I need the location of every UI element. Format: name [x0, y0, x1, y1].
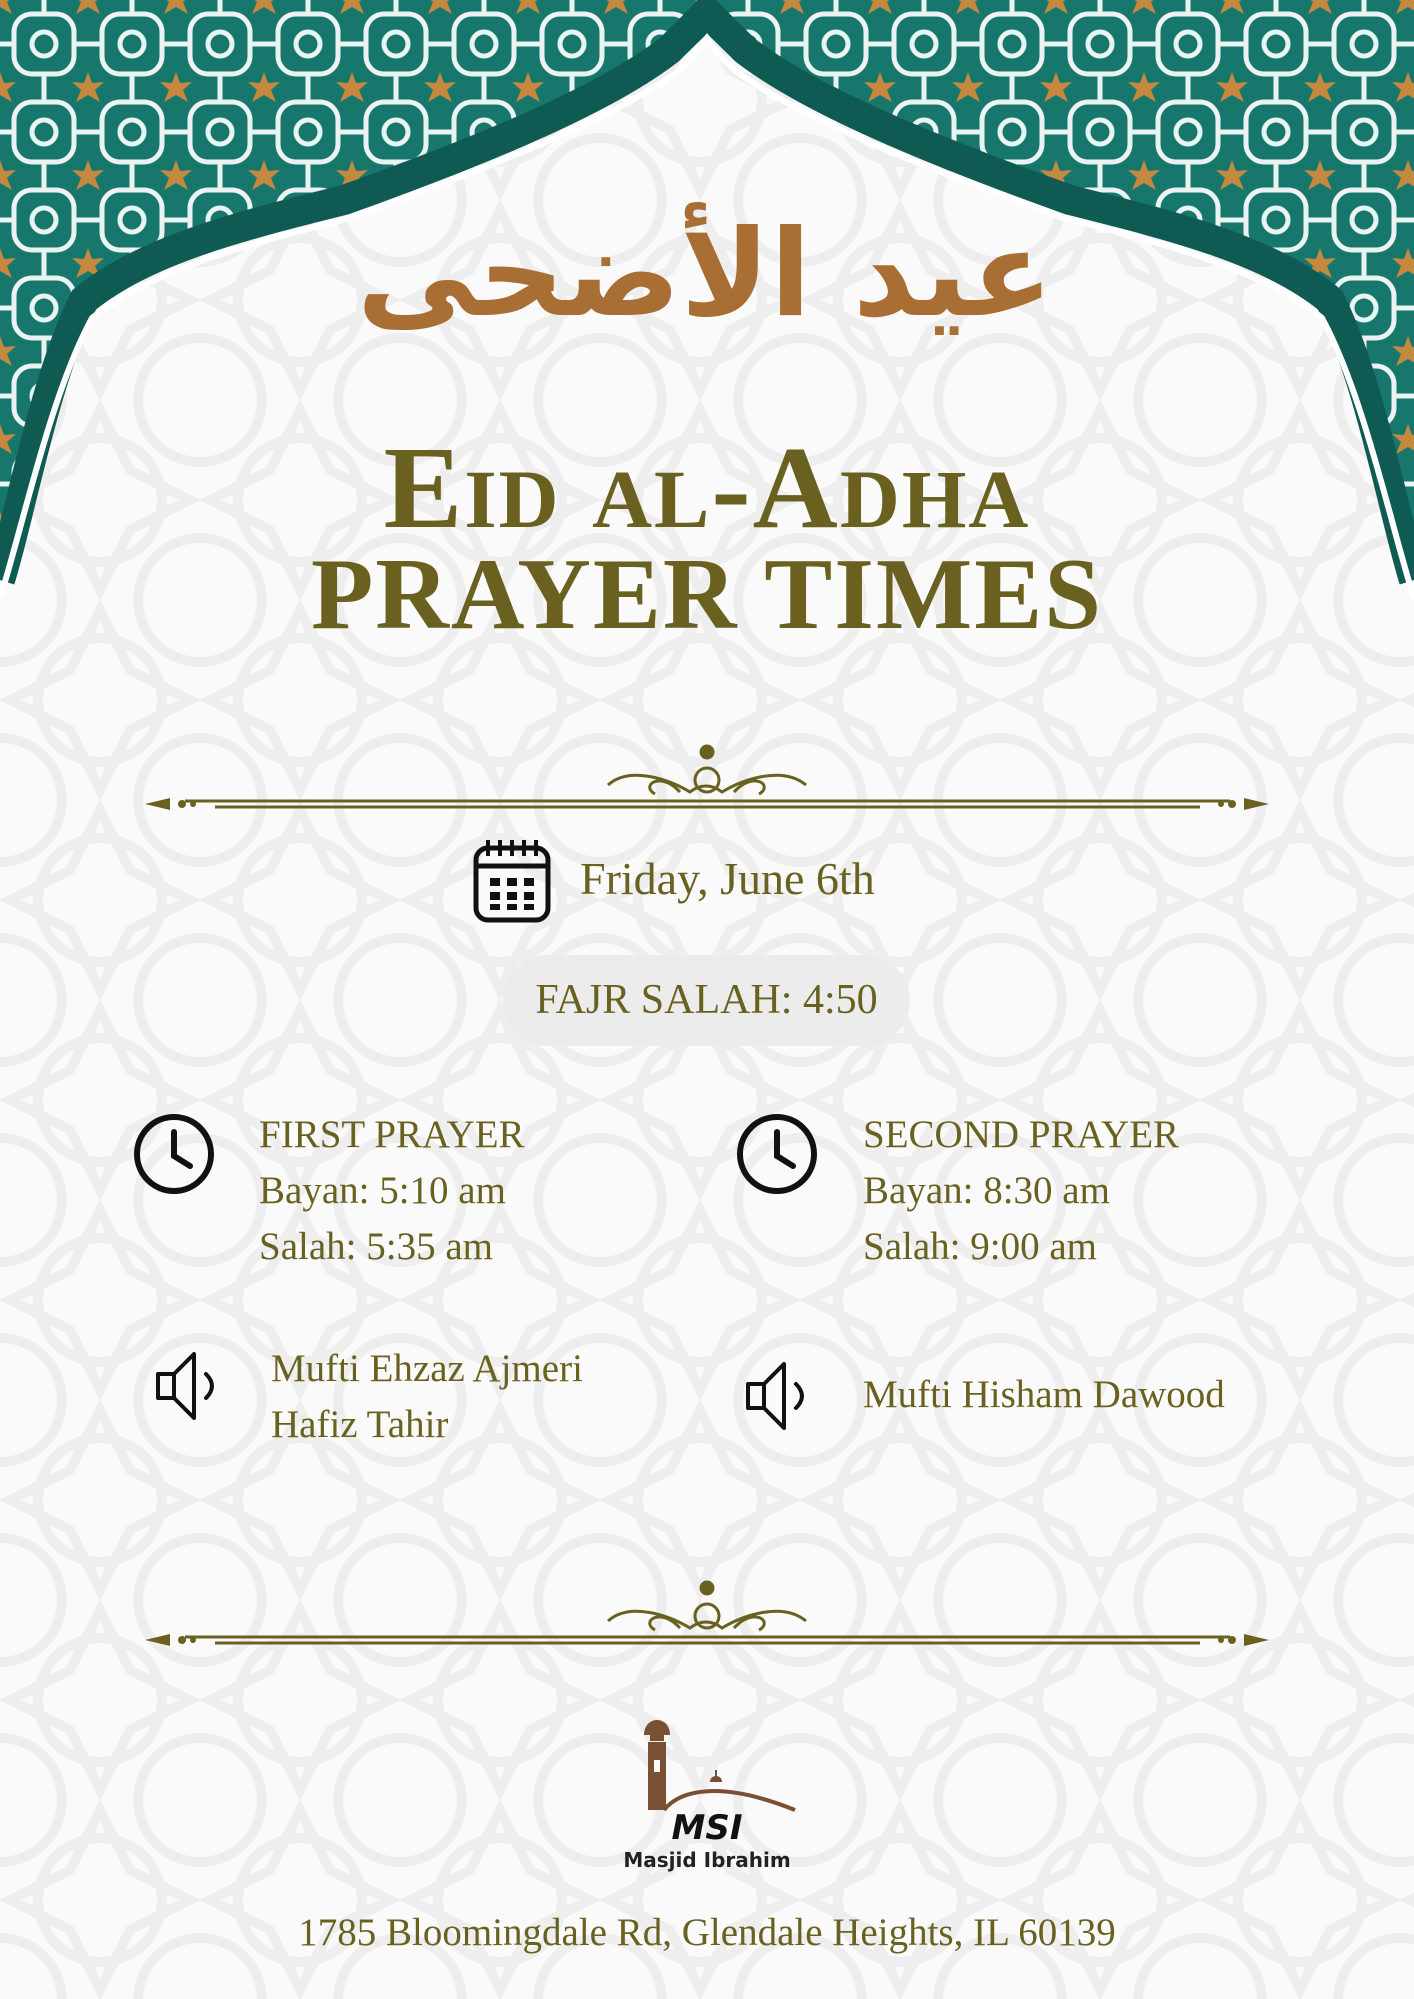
fajr-time-badge: FAJR SALAH: 4:50 [503, 955, 910, 1046]
title-line1-text: Eid al-Adha [383, 422, 1031, 553]
event-date: Friday, June 6th [580, 853, 875, 904]
calendar-icon [472, 838, 552, 924]
address: 1785 Bloomingdale Rd, Glendale Heights, IL 60139 [298, 1911, 1116, 1954]
ornamental-divider-bottom [0, 1556, 1414, 1656]
first-prayer-bayan: Bayan: 5:10 am [259, 1169, 506, 1212]
ornamental-divider-top [0, 720, 1414, 820]
second-prayer-bayan: Bayan: 8:30 am [863, 1169, 1110, 1212]
logo-name-text: Masjid Ibrahim [623, 1848, 791, 1872]
second-prayer-salah: Salah: 9:00 am [863, 1225, 1097, 1268]
speaker-icon [742, 1356, 822, 1436]
speaker-name: Mufti Hisham Dawood [863, 1373, 1225, 1416]
clock-icon [735, 1112, 819, 1196]
second-prayer-block [863, 1107, 1179, 1275]
second-prayer-speakers [863, 1367, 1225, 1423]
page-title-line2 [0, 536, 1414, 653]
first-prayer-heading: FIRST PRAYER [259, 1113, 525, 1156]
speaker-name: Hafiz Tahir [271, 1403, 449, 1446]
speaker-icon [152, 1346, 232, 1426]
clock-icon [132, 1112, 216, 1196]
logo-abbr-text: MSI [671, 1808, 743, 1848]
logo-name [0, 1848, 1414, 1872]
arabic-calligraphy-text: عيد الأضحى [356, 205, 1054, 344]
arabic-calligraphy [356, 165, 1054, 375]
title-line2-text: PRAYER TIMES [310, 538, 1104, 651]
logo-abbreviation [0, 1808, 1414, 1848]
speaker-name: Mufti Ehzaz Ajmeri [271, 1347, 583, 1390]
second-prayer-heading: SECOND PRAYER [863, 1113, 1180, 1156]
masjid-logo [620, 1700, 800, 1820]
first-prayer-salah: Salah: 5:35 am [259, 1225, 493, 1268]
first-prayer-block [259, 1107, 525, 1275]
first-prayer-speakers [271, 1341, 583, 1453]
